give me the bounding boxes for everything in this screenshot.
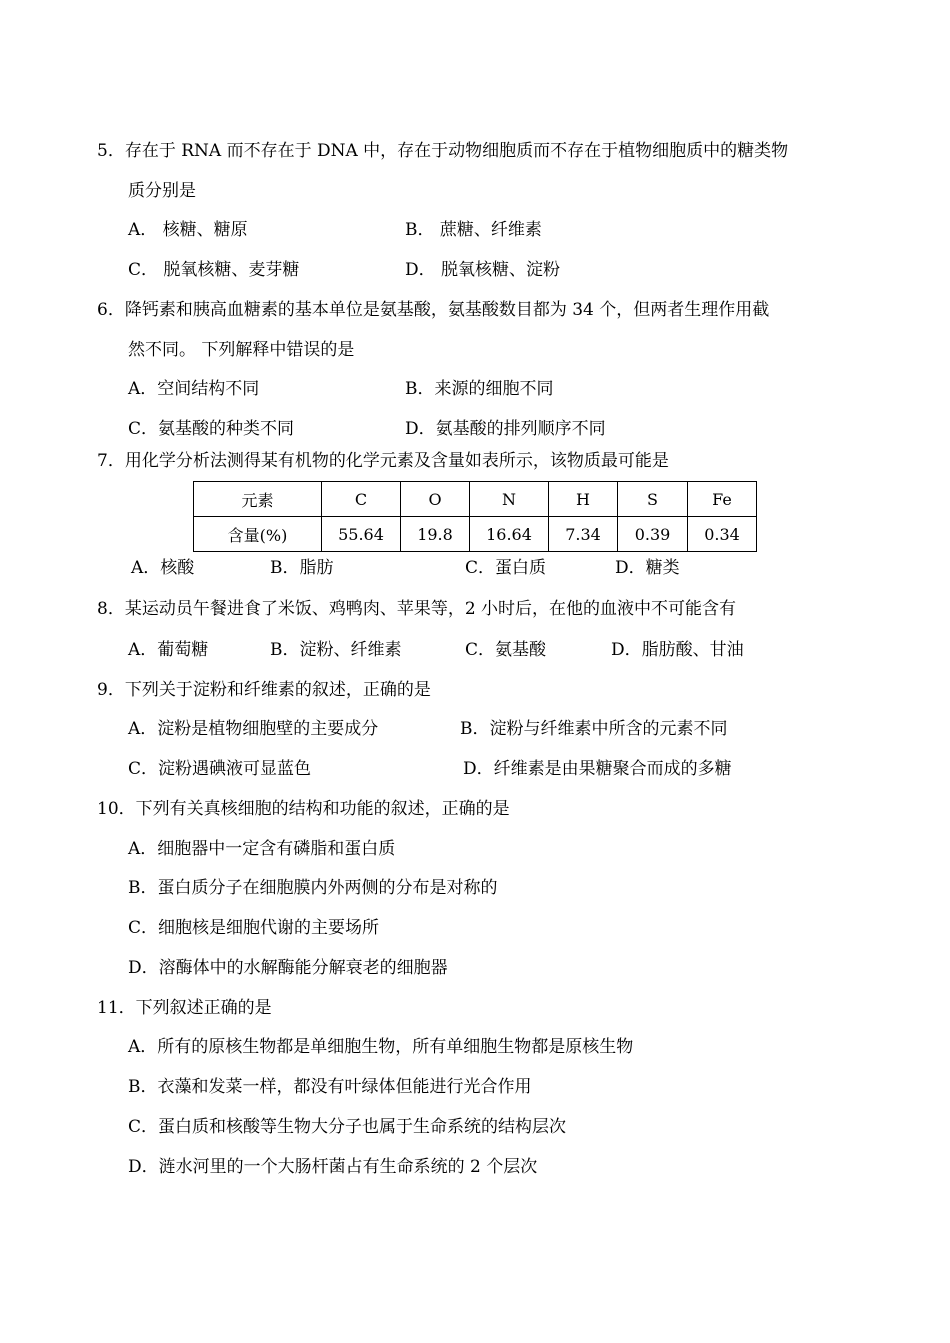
question-6-option-b: B．来源的细胞不同 — [405, 379, 554, 399]
table-cell: N — [470, 482, 549, 517]
question-9-stem: 9．下列关于淀粉和纤维素的叙述，正确的是 — [97, 680, 431, 700]
question-11-option-d: D．涟水河里的一个大肠杆菌占有生命系统的 2 个层次 — [128, 1157, 538, 1177]
question-6-option-a: A．空间结构不同 — [128, 379, 260, 399]
table-cell: H — [549, 482, 618, 517]
question-7-option-d: D．糖类 — [615, 558, 680, 578]
table-cell: 元素 — [194, 482, 322, 517]
question-6-stem-line-2: 然不同。 下列解释中错误的是 — [128, 340, 355, 360]
question-5-stem-line-2: 质分别是 — [128, 181, 196, 201]
table-cell: S — [618, 482, 688, 517]
question-10-option-c: C．细胞核是细胞代谢的主要场所 — [128, 918, 380, 938]
question-7-option-c: C．蛋白质 — [465, 558, 547, 578]
question-7-stem: 7．用化学分析法测得某有机物的化学元素及含量如表所示，该物质最可能是 — [97, 451, 669, 471]
table-cell: O — [401, 482, 470, 517]
question-10-option-a: A．细胞器中一定含有磷脂和蛋白质 — [128, 839, 396, 859]
question-9-option-d: D．纤维素是由果糖聚合而成的多糖 — [463, 759, 732, 779]
table-cell: 0.34 — [688, 517, 757, 552]
question-5-stem-line-1: 5．存在于 RNA 而不存在于 DNA 中，存在于动物细胞质而不存在于植物细胞质中的糖类物 — [97, 141, 789, 161]
question-11-option-a: A．所有的原核生物都是单细胞生物，所有单细胞生物都是原核生物 — [128, 1037, 634, 1057]
table-cell: 含量(%) — [194, 517, 322, 552]
question-7-option-a: A．核酸 — [131, 558, 195, 578]
table-cell: 16.64 — [470, 517, 549, 552]
question-8-option-a: A．葡萄糖 — [128, 640, 209, 660]
question-5-option-b: B． 蔗糖、纤维素 — [405, 220, 542, 240]
question-9-option-a: A．淀粉是植物细胞壁的主要成分 — [128, 719, 379, 739]
question-11-stem: 11．下列叙述正确的是 — [97, 998, 272, 1018]
question-8-option-d: D．脂肪酸、甘油 — [611, 640, 744, 660]
element-content-table — [193, 481, 757, 552]
table-cell: Fe — [688, 482, 757, 517]
question-6-option-d: D．氨基酸的排列顺序不同 — [405, 419, 606, 439]
question-5-option-d: D． 脱氧核糖、淀粉 — [405, 260, 561, 280]
question-10-stem: 10．下列有关真核细胞的结构和功能的叙述，正确的是 — [97, 799, 510, 819]
question-8-option-b: B．淀粉、纤维素 — [270, 640, 402, 660]
question-7-option-b: B．脂肪 — [270, 558, 334, 578]
question-10-option-d: D．溶酶体中的水解酶能分解衰老的细胞器 — [128, 958, 448, 978]
question-9-option-b: B．淀粉与纤维素中所含的元素不同 — [460, 719, 728, 739]
question-5-option-a: A． 核糖、糖原 — [128, 220, 248, 240]
question-11-option-b: B．衣藻和发菜一样，都没有叶绿体但能进行光合作用 — [128, 1077, 532, 1097]
question-8-stem: 8．某运动员午餐进食了米饭、鸡鸭肉、苹果等，2 小时后，在他的血液中不可能含有 — [97, 599, 737, 619]
question-8-option-c: C．氨基酸 — [465, 640, 547, 660]
question-6-option-c: C．氨基酸的种类不同 — [128, 419, 295, 439]
question-9-option-c: C．淀粉遇碘液可显蓝色 — [128, 759, 312, 779]
table-cell: 0.39 — [618, 517, 688, 552]
table-header-row — [194, 482, 757, 517]
table-cell: 7.34 — [549, 517, 618, 552]
table-cell: C — [322, 482, 401, 517]
question-11-option-c: C．蛋白质和核酸等生物大分子也属于生命系统的结构层次 — [128, 1117, 567, 1137]
question-5-option-c: C． 脱氧核糖、麦芽糖 — [128, 260, 300, 280]
question-10-option-b: B．蛋白质分子在细胞膜内外两侧的分布是对称的 — [128, 878, 498, 898]
table-row — [194, 517, 757, 552]
table-cell: 55.64 — [322, 517, 401, 552]
question-6-stem-line-1: 6．降钙素和胰高血糖素的基本单位是氨基酸，氨基酸数目都为 34 个，但两者生理作用截 — [97, 300, 770, 320]
table-cell: 19.8 — [401, 517, 470, 552]
